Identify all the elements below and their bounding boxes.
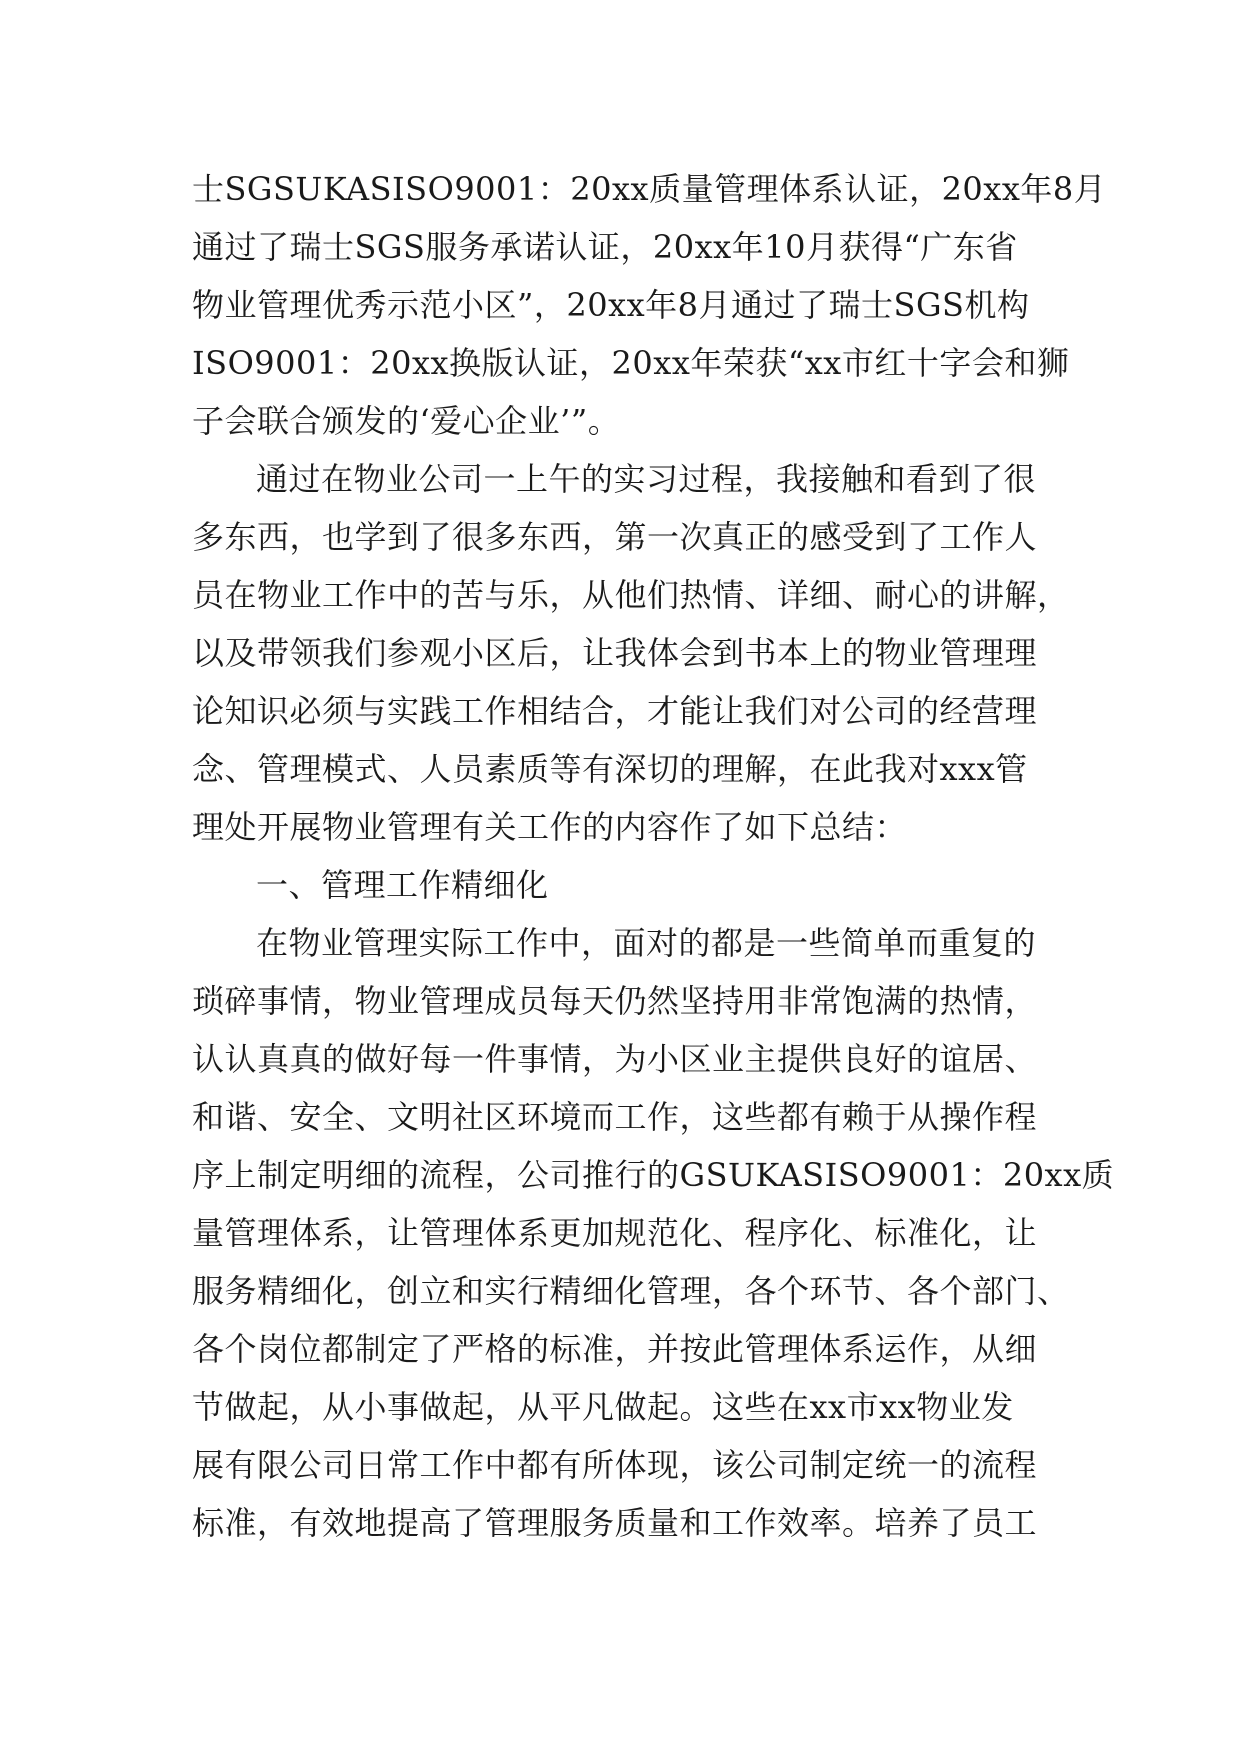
- text-line: 和谐、安全、文明社区环境而工作，这些都有赖于从操作程: [192, 1098, 1038, 1136]
- text-line: 标准，有效地提高了管理服务质量和工作效率。培养了员工: [192, 1504, 1038, 1542]
- text-line: 士SGSUKASISO9001：20xx质量管理体系认证，20xx年8月: [192, 170, 1107, 208]
- text-line: 量管理体系，让管理体系更加规范化、程序化、标准化，让: [192, 1214, 1038, 1252]
- text-line: 多东西，也学到了很多东西，第一次真正的感受到了工作人: [192, 518, 1038, 556]
- text-line: 子会联合颁发的‘爱心企业’”。: [192, 402, 621, 440]
- text-line: 论知识必须与实践工作相结合，才能让我们对公司的经营理: [192, 692, 1038, 730]
- text-line: 理处开展物业管理有关工作的内容作了如下总结：: [192, 808, 908, 846]
- text-line: 物业管理优秀示范小区”，20xx年8月通过了瑞士SGS机构: [192, 286, 1030, 324]
- text-line: 通过在物业公司一上午的实习过程，我接触和看到了很: [256, 460, 1037, 498]
- text-line: 一、管理工作精细化: [256, 866, 549, 904]
- text-line: 序上制定明细的流程，公司推行的GSUKASISO9001：20xx质: [192, 1156, 1115, 1194]
- text-line: 念、管理模式、人员素质等有深切的理解，在此我对xxx管: [192, 750, 1028, 788]
- text-line: 在物业管理实际工作中，面对的都是一些简单而重复的: [256, 924, 1037, 962]
- text-line: 服务精细化，创立和实行精细化管理，各个环节、各个部门、: [192, 1272, 1070, 1310]
- text-line: 认认真真的做好每一件事情，为小区业主提供良好的谊居、: [192, 1040, 1038, 1078]
- text-line: ISO9001：20xx换版认证，20xx年荣获“xx市红十字会和狮: [192, 344, 1070, 382]
- text-line: 通过了瑞士SGS服务承诺认证，20xx年10月获得“广东省: [192, 228, 1018, 266]
- text-line: 各个岗位都制定了严格的标准，并按此管理体系运作，从细: [192, 1330, 1038, 1368]
- text-line: 展有限公司日常工作中都有所体现，该公司制定统一的流程: [192, 1446, 1038, 1484]
- text-line: 节做起，从小事做起，从平凡做起。这些在xx市xx物业发: [192, 1388, 1014, 1426]
- text-line: 以及带领我们参观小区后，让我体会到书本上的物业管理理: [192, 634, 1038, 672]
- document-body: [192, 160, 1115, 1552]
- text-line: 员在物业工作中的苦与乐，从他们热情、详细、耐心的讲解，: [192, 576, 1070, 614]
- text-line: 琐碎事情，物业管理成员每天仍然坚持用非常饱满的热情，: [192, 982, 1038, 1020]
